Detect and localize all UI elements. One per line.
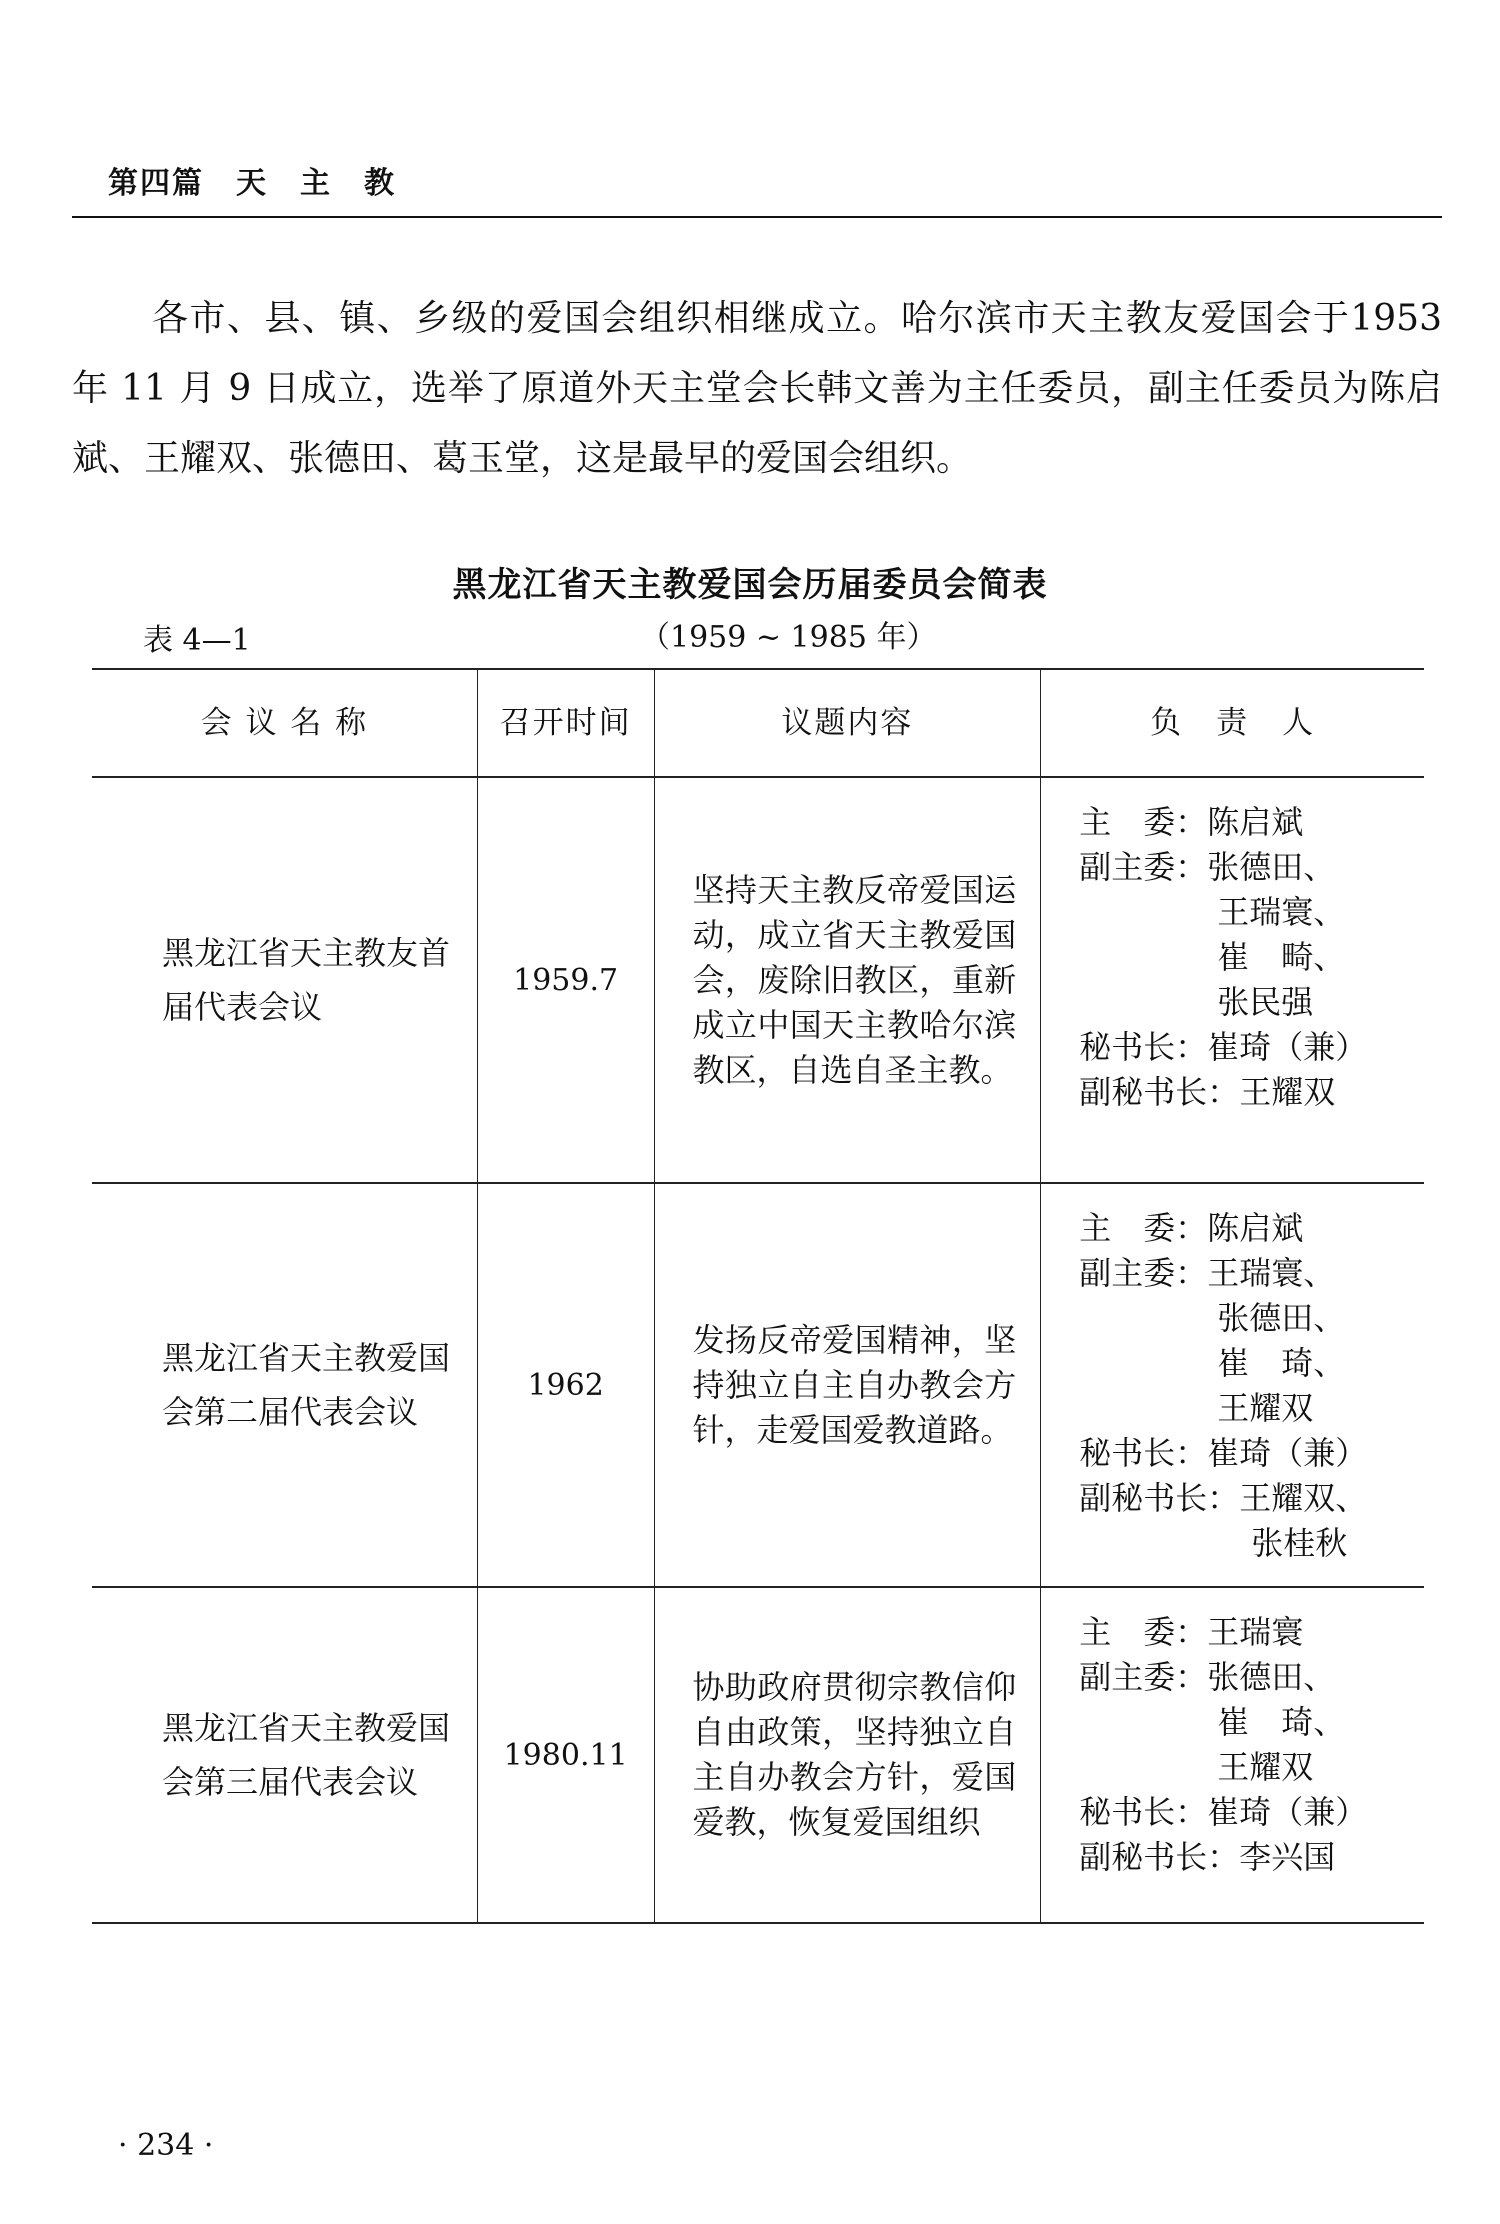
meeting-date-cell: 1980.11: [477, 1587, 654, 1923]
table-row: [92, 777, 1424, 1183]
leader-line: 副秘书长：李兴国: [1079, 1838, 1336, 1876]
meeting-date-cell: 1959.7: [477, 777, 654, 1183]
leader-line: 副秘书长：王耀双: [1079, 1073, 1336, 1111]
committee-table: [92, 668, 1424, 1924]
column-header-leaders: 负 责 人: [1041, 669, 1424, 777]
meeting-topic-cell: 发扬反帝爱国精神，坚持独立自主自办教会方针，走爱国爱教道路。: [654, 1183, 1041, 1587]
leader-line: 崔 琦、: [1217, 1703, 1346, 1741]
meeting-name-cell: 黑龙江省天主教爱国会第二届代表会议: [92, 1183, 477, 1587]
leader-line: 副秘书长：王耀双、: [1079, 1479, 1368, 1517]
table-row: [92, 1587, 1424, 1923]
meeting-topic-cell: 坚持天主教反帝爱国运动，成立省天主教爱国会，废除旧教区，重新成立中国天主教哈尔滨教区，自选自圣主教。: [654, 777, 1041, 1183]
table-date-range: （1959 ~ 1985 年）: [640, 620, 937, 655]
leader-line: 王耀双: [1217, 1748, 1314, 1786]
leader-line: 张民强: [1217, 983, 1314, 1021]
leader-line: 崔 琦、: [1217, 1344, 1346, 1382]
leader-line: 主 委：王瑞寰: [1079, 1613, 1304, 1651]
meeting-name-cell: 黑龙江省天主教爱国会第三届代表会议: [92, 1587, 477, 1923]
leader-line: 崔 畸、: [1217, 938, 1346, 976]
leader-line: 秘书长：崔琦（兼）: [1079, 1793, 1368, 1831]
table-row: [92, 1183, 1424, 1587]
header-divider: [72, 216, 1442, 218]
column-header-date: 召开时间: [477, 669, 654, 777]
leader-line: 副主委：张德田、: [1079, 1658, 1336, 1696]
column-header-meeting-name: 会 议 名 称: [92, 669, 477, 777]
table-title: 黑龙江省天主教爱国会历届委员会简表: [452, 565, 1048, 605]
leaders-cell: [1041, 1183, 1424, 1587]
leader-line: 副主委：王瑞寰、: [1079, 1254, 1336, 1292]
table-number: 表 4—1: [143, 623, 251, 658]
meeting-name-cell: 黑龙江省天主教友首届代表会议: [92, 777, 477, 1183]
meeting-topic-cell: 协助政府贯彻宗教信仰自由政策，坚持独立自主自办教会方针，爱国爱教，恢复爱国组织: [654, 1587, 1041, 1923]
leader-line: 张桂秋: [1251, 1524, 1348, 1562]
column-header-topic: 议题内容: [654, 669, 1041, 777]
leader-line: 王瑞寰、: [1217, 893, 1346, 931]
table-header-row: [92, 669, 1424, 777]
leader-line: 主 委：陈启斌: [1079, 1209, 1304, 1247]
leader-line: 副主委：张德田、: [1079, 848, 1336, 886]
leaders-cell: [1041, 777, 1424, 1183]
leaders-cell: [1041, 1587, 1424, 1923]
leader-line: 张德田、: [1217, 1299, 1346, 1337]
leader-line: 秘书长：崔琦（兼）: [1079, 1434, 1368, 1472]
meeting-date-cell: 1962: [477, 1183, 654, 1587]
section-header: 第四篇 天 主 教: [108, 166, 396, 201]
leader-line: 王耀双: [1217, 1389, 1314, 1427]
leader-line: 主 委：陈启斌: [1079, 803, 1304, 841]
page-number: · 234 ·: [118, 2128, 214, 2163]
leader-line: 秘书长：崔琦（兼）: [1079, 1028, 1368, 1066]
body-paragraph: 各市、县、镇、乡级的爱国会组织相继成立。哈尔滨市天主教友爱国会于1953 年 11 月 9 日成立，选举了原道外天主堂会长韩文善为主任委员，副主任委员为陈启斌、王耀双、张德田、葛玉堂，这是最早的爱国会组织。: [72, 298, 1442, 479]
